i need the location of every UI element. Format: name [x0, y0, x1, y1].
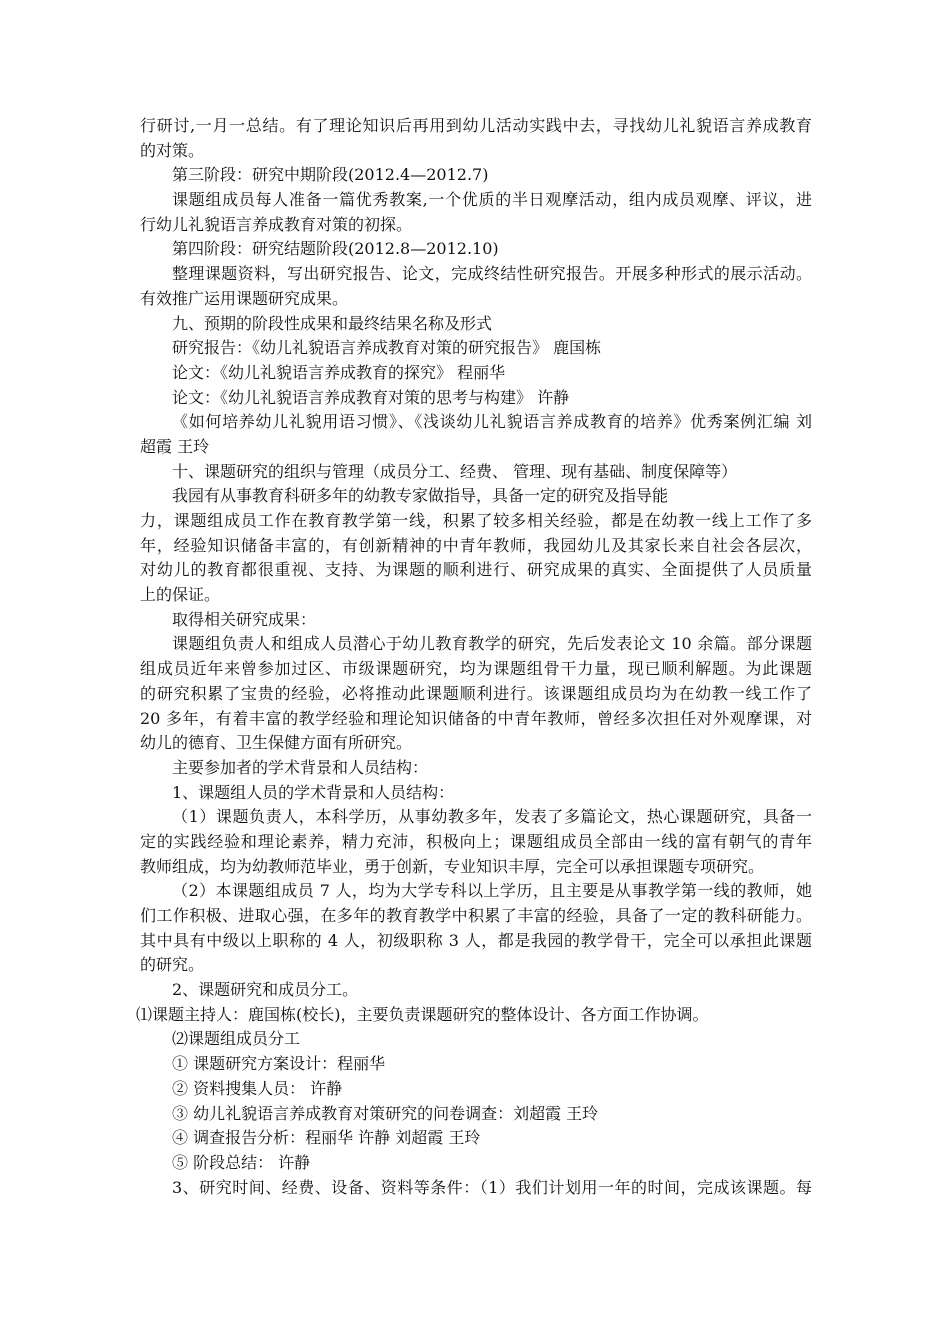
section-heading: 取得相关研究成果： — [172, 609, 317, 629]
section-heading: 1、课题组人员的学术背景和人员结构： — [172, 782, 455, 802]
list-item: ④ 调查报告分析：程丽华 许静 刘超霞 王玲 — [172, 1128, 481, 1148]
text-line: 课题组负责人和组成人员潜心于幼儿教育教学的研究，先后发表论文 10 余篇。部分课题 — [172, 634, 812, 654]
text-line: 《如何培养幼儿礼貌用语习惯》、《浅谈幼儿礼貌语言养成教育的培养》优秀案例汇编 刘 — [172, 412, 812, 432]
document-body — [136, 114, 812, 1200]
list-item: ① 课题研究方案设计：程丽华 — [172, 1054, 386, 1074]
text-line: 行研讨,一月一总结。有了理论知识后再用到幼儿活动实践中去，寻找幼儿礼貌语言养成教育 — [140, 116, 812, 135]
text-line: 的研究。 — [140, 955, 205, 975]
text-line: 研究报告：《幼儿礼貌语言养成教育对策的研究报告》 鹿国栋 — [172, 338, 602, 358]
text-line: ⑴课题主持人：鹿国栋(校长)，主要负责课题研究的整体设计、各方面工作协调。 — [136, 1004, 709, 1024]
text-line: 的对策。 — [140, 140, 205, 160]
text-line: （2）本课题组成员 7 人，均为大学专科以上学历，且主要是从事教学第一线的教师，她 — [172, 881, 812, 901]
text-line: 的研究积累了宝贵的经验，必将推动此课题顺利进行。该课题组成员均为在幼教一线工作了 — [140, 683, 812, 703]
section-heading: 主要参加者的学术背景和人员结构： — [172, 757, 429, 777]
section-heading: 十、课题研究的组织与管理（成员分工、经费、 管理、现有基础、制度保障等） — [172, 461, 738, 481]
text-line: ⑵课题组成员分工 — [172, 1029, 301, 1049]
list-item: ⑤ 阶段总结： 许静 — [172, 1152, 311, 1172]
text-line: 课题组成员每人准备一篇优秀教案,一个优质的半日观摩活动，组内成员观摩、评议，进 — [172, 190, 812, 210]
text-line: 年，经验知识储备丰富的，有创新精神的中青年教师，我园幼儿及其家长来自社会各层次， — [140, 535, 812, 555]
text-line: 我园有从事教育科研多年的幼教专家做指导，具备一定的研究及指导能 — [172, 486, 669, 506]
text-line: 其中具有中级以上职称的 4 人，初级职称 3 人，都是我园的教学骨干，完全可以承担此课题 — [140, 930, 812, 950]
section-heading: 九、预期的阶段性成果和最终结果名称及形式 — [172, 313, 493, 333]
text-line: 有效推广运用课题研究成果。 — [140, 288, 349, 308]
text-line: 论文：《幼儿礼貌语言养成教育对策的思考与构建》 许静 — [172, 387, 570, 407]
list-item: ③ 幼儿礼貌语言养成教育对策研究的问卷调查：刘超霞 王玲 — [172, 1103, 599, 1123]
text-line: 整理课题资料，写出研究报告、论文，完成终结性研究报告。开展多种形式的展示活动。 — [172, 264, 812, 284]
section-heading: 2、课题研究和成员分工。 — [172, 980, 359, 1000]
text-line: 幼儿的德育、卫生保健方面有所研究。 — [140, 733, 413, 753]
text-line: 超霞 王玲 — [140, 436, 210, 456]
text-line: 力，课题组成员工作在教育教学第一线，积累了较多相关经验，都是在幼教一线上工作了多 — [140, 511, 812, 530]
section-heading: 第四阶段：研究结题阶段(2012.8—2012.10) — [172, 239, 499, 259]
text-line: 定的实践经验和理论素养，精力充沛，积极向上；课题组成员全部由一线的富有朝气的青年 — [140, 831, 812, 851]
text-line: 上的保证。 — [140, 585, 221, 605]
list-item: ② 资料搜集人员： 许静 — [172, 1078, 343, 1098]
text-line: 3、研究时间、经费、设备、资料等条件：（1）我们计划用一年的时间，完成该课题。每 — [172, 1177, 812, 1197]
section-heading: 第三阶段：研究中期阶段(2012.4—2012.7) — [172, 165, 489, 185]
text-line: 组成员近年来曾参加过区、市级课题研究，均为课题组骨干力量，现已顺利解题。为此课题 — [140, 659, 812, 679]
text-line: 们工作积极、进取心强，在多年的教育教学中积累了丰富的经验，具备了一定的教科研能力。 — [140, 906, 812, 925]
text-line: 20 多年，有着丰富的教学经验和理论知识储备的中青年教师，曾经多次担任对外观摩课，对 — [140, 708, 812, 728]
text-line: 对幼儿的教育都很重视、支持、为课题的顺利进行、研究成果的真实、全面提供了人员质量 — [140, 560, 812, 580]
text-line: 教师组成，均为幼教师范毕业，勇于创新，专业知识丰厚，完全可以承担课题专项研究。 — [140, 856, 765, 876]
text-line: 行幼儿礼貌语言养成教育对策的初探。 — [140, 214, 413, 234]
text-line: 论文：《幼儿礼貌语言养成教育的探究》 程丽华 — [172, 362, 506, 382]
text-line: （1）课题负责人，本科学历，从事幼教多年，发表了多篇论文，热心课题研究，具备一 — [172, 807, 812, 827]
